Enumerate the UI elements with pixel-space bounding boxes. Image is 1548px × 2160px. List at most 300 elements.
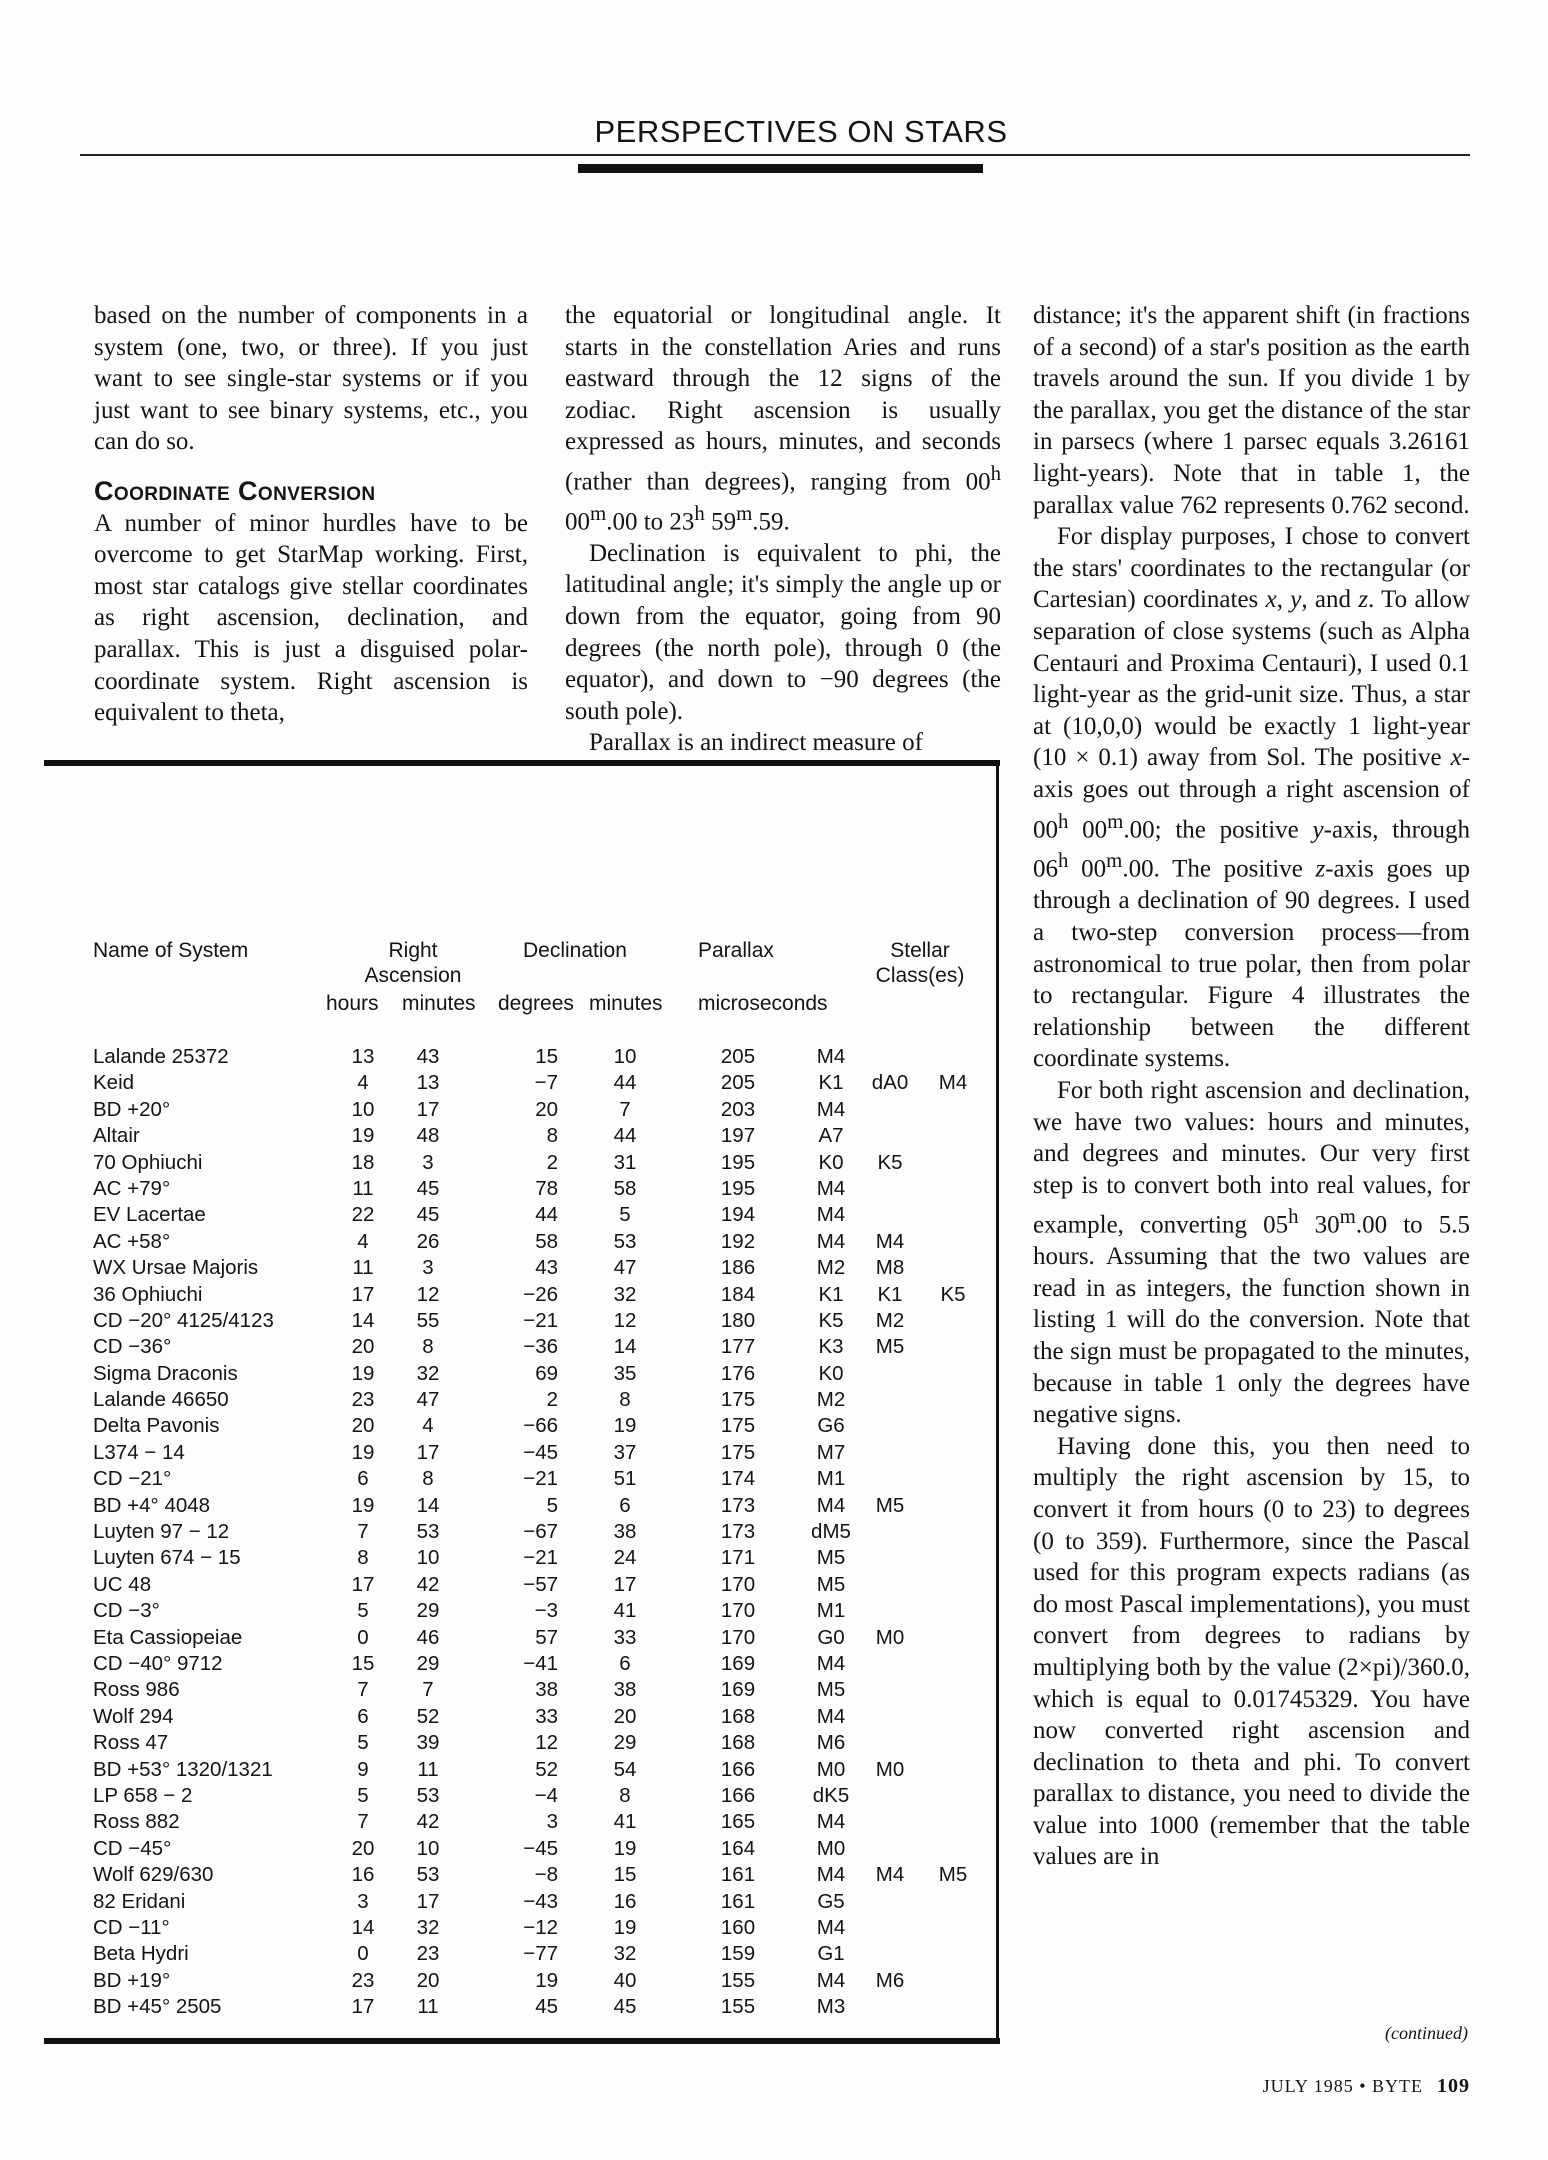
dec-degrees: 12 [535,1731,558,1755]
system-name: BD +19° [93,1968,171,1992]
table-row [0,1045,1000,1071]
parallax: 155 [720,1968,756,1992]
class-1: M0 [816,1836,846,1860]
ra-hours: 23 [351,1388,375,1412]
dec-degrees: −36 [523,1335,558,1359]
class-1: M4 [816,1493,846,1517]
parallax: 175 [720,1414,756,1438]
column-right [1033,300,1470,1873]
dec-degrees: −43 [523,1889,558,1913]
class-2: M4 [875,1863,905,1887]
table-row [0,1995,1000,2021]
table-row [0,1626,1000,1652]
dec-degrees: 19 [535,1968,558,1992]
class-1: M2 [816,1256,846,1280]
parallax: 171 [720,1546,756,1570]
ra-minutes: 52 [416,1704,440,1728]
subheader-minutes: minutes [402,992,476,1015]
parallax: 184 [720,1282,756,1306]
dec-minutes: 8 [619,1388,631,1412]
ra-hours: 20 [351,1836,375,1860]
ra-hours: 17 [351,1282,375,1306]
class-1: G0 [817,1625,845,1649]
paragraph: Having done this, you then need to multiply the right ascension by 15, to convert it from hours (0 to 23) to degrees (0 to 359). Furthermore, since the Pascal used for this program expects radians (as do most Pascal implementations), you must convert from degrees to radians by multiplying both by the value (2×pi)/360.0, which is equal to 0.01745329. You have now converted right ascension and declination to theta and phi. To convert parallax to distance, you need to divide the value into 1000 (remember that the table values are in [1033,1432,1470,1871]
ra-minutes: 13 [416,1071,440,1095]
table-row [0,1124,1000,1150]
system-name: Lalande 25372 [93,1045,229,1068]
dec-minutes: 58 [613,1176,637,1200]
table-row [0,1203,1000,1229]
system-name: Eta Cassiopeiae [93,1625,243,1649]
class-1: dK5 [812,1783,850,1807]
dec-degrees: −12 [523,1915,558,1939]
ra-hours: 20 [351,1335,375,1359]
system-name: Sigma Draconis [93,1361,238,1385]
class-1: M3 [816,1995,846,2019]
class-1: M5 [816,1572,846,1596]
ra-minutes: 53 [416,1520,440,1544]
ra-hours: 22 [351,1203,375,1227]
system-name: EV Lacertae [93,1203,206,1227]
ra-hours: 14 [351,1308,375,1332]
system-name: BD +53° 1320/1321 [93,1757,273,1781]
paragraph: For display purposes, I chose to convert the stars' coordinates to the rectangular (or Cartesian) coordinates x, y, and z. To allow separation of close systems (such as Alpha Centauri and Proxima Centauri), I used 0.1 light-year as the grid-unit size. Thus, a star at (10,0,0) would be exactly 1 light-year (10 × 0.1) away from Sol. The positive x-axis goes out through a right ascension of 00$^h$ 00$^m$.00; the positive y-axis, through 06$^h$ 00$^m$.00. The positive z-axis goes up through a declination of 90 degrees. I used a two-step conversion process—from astronomical to true polar, then from polar to rectangular. Figure 4 illustrates the relationship between the different coordinate systems. [1033,523,1471,1073]
class-1: G5 [817,1889,845,1913]
ra-minutes: 3 [422,1256,434,1280]
system-name: Delta Pavonis [93,1414,220,1438]
parallax: 175 [720,1388,756,1412]
dec-minutes: 53 [613,1229,637,1253]
header-stellar-class: Stellar Class(es) [875,939,965,987]
system-name: Luyten 674 − 15 [93,1546,241,1570]
dec-minutes: 16 [613,1889,637,1913]
parallax: 169 [720,1678,756,1702]
running-header: PERSPECTIVES ON STARS [594,114,1008,149]
ra-minutes: 11 [417,1757,439,1781]
table-row [0,1837,1000,1863]
dec-degrees: 2 [546,1150,558,1174]
system-name: Wolf 294 [93,1704,174,1728]
system-name: Wolf 629/630 [93,1863,214,1887]
dec-degrees: −45 [523,1440,558,1464]
dec-minutes: 45 [613,1995,637,2019]
class-1: M4 [816,1045,846,1068]
system-name: L374 − 14 [93,1440,185,1464]
ra-hours: 15 [351,1651,375,1675]
page-footer: JULY 1985 • BYTE 109 [1262,2075,1470,2097]
column-middle [565,300,1001,759]
dec-degrees: 43 [535,1256,558,1280]
parallax: 161 [720,1863,756,1887]
header-declination: Declination [523,939,627,962]
class-1: M4 [816,1229,846,1253]
dec-degrees: 69 [535,1361,558,1385]
ra-minutes: 39 [416,1731,440,1755]
parallax: 168 [720,1731,756,1755]
table-row [0,1546,1000,1572]
paragraph: Declination is equivalent to phi, the latitudinal angle; it's simply the angle up or down from the equator, going from 90 degrees (the north pole), through 0 (the equator), and down to −90 degrees (the south pole). [565,539,1001,725]
table-row [0,1335,1000,1361]
dec-degrees: 2 [546,1388,558,1412]
table-row [0,1256,1000,1282]
table-row [0,1362,1000,1388]
dec-degrees: 45 [535,1995,558,2019]
table-row [0,1678,1000,1704]
dec-minutes: 41 [613,1810,637,1834]
table-row [0,1151,1000,1177]
ra-hours: 0 [357,1625,369,1649]
dec-minutes: 44 [613,1071,637,1095]
system-name: Ross 882 [93,1810,180,1834]
ra-hours: 20 [351,1414,375,1438]
parallax: 173 [720,1493,756,1517]
dec-minutes: 19 [613,1836,637,1860]
parallax: 205 [720,1071,756,1095]
dec-degrees: −57 [523,1572,558,1596]
system-name: CD −11° [93,1915,170,1939]
dec-degrees: −4 [534,1783,558,1807]
ra-hours: 7 [357,1520,369,1544]
dec-degrees: 20 [535,1097,558,1121]
table-row [0,1283,1000,1309]
ra-hours: 18 [351,1150,375,1174]
ra-minutes: 46 [416,1625,440,1649]
system-name: Luyten 97 − 12 [93,1520,230,1544]
parallax: 195 [720,1150,756,1174]
table-row [0,1705,1000,1731]
parallax: 197 [720,1124,756,1148]
dec-degrees: 57 [535,1625,558,1649]
class-1: M4 [816,1863,846,1887]
ra-minutes: 8 [422,1467,434,1491]
dec-minutes: 6 [619,1493,631,1517]
class-2: K1 [877,1282,903,1306]
system-name: LP 658 − 2 [93,1783,193,1807]
table-bottom-rule [44,2038,1000,2044]
header-right-ascension: Right Ascension [364,939,462,987]
continued-note: (continued) [1385,2023,1468,2043]
table-row [0,1071,1000,1097]
parallax: 159 [720,1942,756,1966]
dec-minutes: 5 [619,1203,631,1227]
ra-hours: 4 [357,1229,369,1253]
table-row [0,1599,1000,1625]
dec-minutes: 44 [613,1124,637,1148]
ra-hours: 13 [351,1045,375,1068]
ra-minutes: 26 [416,1229,440,1253]
class-2: M8 [875,1256,905,1280]
header-bar [578,164,983,173]
system-name: CD −45° [93,1836,172,1860]
parallax: 166 [720,1783,756,1807]
table-row [0,1652,1000,1678]
class-1: M5 [816,1546,846,1570]
ra-hours: 7 [357,1810,369,1834]
parallax: 168 [720,1704,756,1728]
class-1: M5 [816,1678,846,1702]
parallax: 186 [720,1256,756,1280]
class-1: M1 [816,1599,846,1623]
table-row [0,1309,1000,1335]
class-1: M4 [816,1968,846,1992]
dec-degrees: 8 [546,1124,558,1148]
dec-minutes: 37 [613,1440,637,1464]
ra-hours: 7 [357,1678,369,1702]
parallax: 169 [720,1651,756,1675]
dec-minutes: 29 [613,1731,637,1755]
table-row [0,1573,1000,1599]
system-name: AC +58° [93,1229,171,1253]
system-name: CD −40° 9712 [93,1651,223,1675]
table-row [0,1520,1000,1546]
paragraph: A number of minor hurdles have to be overcome to get StarMap working. First, most star catalogs give stellar coordinates as right ascension, declination, and parallax. This is just a disguised polar-coordinate system. Right ascension is equivalent to theta, [94,509,528,727]
ra-hours: 6 [357,1467,369,1491]
subheader-degrees: degrees [498,992,574,1015]
table-row [0,1177,1000,1203]
parallax: 180 [720,1308,756,1332]
dec-minutes: 19 [613,1414,637,1438]
class-1: K0 [818,1150,844,1174]
ra-minutes: 4 [422,1414,434,1438]
dec-minutes: 20 [613,1704,637,1728]
ra-hours: 5 [357,1731,369,1755]
page-number: 109 [1437,2075,1470,2097]
ra-hours: 5 [357,1783,369,1807]
class-1: M4 [816,1203,846,1227]
dec-minutes: 24 [613,1546,637,1570]
dec-minutes: 47 [613,1256,637,1280]
dec-minutes: 40 [613,1968,637,1992]
system-name: BD +4° 4048 [93,1493,211,1517]
ra-minutes: 55 [416,1308,440,1332]
dec-degrees: −26 [523,1282,558,1306]
dec-minutes: 32 [613,1942,637,1966]
ra-hours: 6 [357,1704,369,1728]
table-row [0,1969,1000,1995]
class-2: M0 [875,1625,905,1649]
class-1: K1 [818,1071,844,1095]
system-name: CD −3° [93,1599,160,1623]
subheader-microseconds: microseconds [698,992,828,1015]
table-row [0,1494,1000,1520]
dec-degrees: 5 [546,1493,558,1517]
ra-hours: 14 [351,1915,375,1939]
table-row [0,1942,1000,1968]
class-2: M6 [875,1968,905,1992]
ra-hours: 8 [357,1546,369,1570]
dec-minutes: 41 [613,1599,637,1623]
ra-hours: 4 [357,1071,369,1095]
ra-minutes: 53 [416,1783,440,1807]
ra-minutes: 43 [416,1045,440,1068]
table-row [0,1916,1000,1942]
ra-minutes: 3 [422,1150,434,1174]
dec-minutes: 10 [613,1045,637,1068]
ra-minutes: 11 [417,1995,439,2019]
dec-minutes: 33 [613,1625,637,1649]
ra-hours: 3 [357,1889,369,1913]
parallax: 203 [720,1097,756,1121]
ra-minutes: 17 [416,1889,440,1913]
paragraph: the equatorial or longitudinal angle. It starts in the constellation Aries and runs eastward through the 12 signs of the zodiac. Right ascension is usually expressed as hours, minutes, and seconds (rather than degrees), ranging from 00$^h$ 00$^m$.00 to 23$^h$ 59$^m$.59. [565,302,1001,536]
table-row [0,1414,1000,1440]
system-name: AC +79° [93,1176,171,1200]
ra-minutes: 29 [416,1599,440,1623]
class-1: K3 [818,1335,844,1359]
class-3: K5 [940,1282,966,1306]
ra-minutes: 42 [416,1810,440,1834]
dec-degrees: 78 [535,1176,558,1200]
system-name: Beta Hydri [93,1942,189,1966]
ra-hours: 19 [351,1361,375,1385]
table-row [0,1098,1000,1124]
class-1: M4 [816,1915,846,1939]
paragraph: distance; it's the apparent shift (in fractions of a second) of a star's position as the earth travels around the sun. If you divide 1 by the parallax, you get the distance of the star in parsecs (where 1 parsec equals 3.26161 light-years). Note that in table 1, the parallax value 762 represents 0.762 second. [1033,302,1470,519]
paragraph: For both right ascension and declination, we have two values: hours and minutes, and degrees and minutes. Our very first step is to convert both into real values, for example, converting 05$^h$ 30$^m$.00 to 5.5 hours. Assuming that the two values are read in as integers, the function shown in listing 1 will do the conversion. Note that the sign must be propagated to the minutes, because in table 1 only the degrees have negative signs. [1033,1076,1471,1429]
paragraph: Parallax is an indirect measure of [589,729,923,757]
header-parallax: Parallax [698,939,774,962]
dec-minutes: 31 [613,1150,637,1174]
parallax: 177 [720,1335,756,1359]
dec-degrees: −45 [523,1836,558,1860]
class-1: M4 [816,1097,846,1121]
system-name: BD +20° [93,1097,171,1121]
system-name: 70 Ophiuchi [93,1150,203,1174]
subheader-dec-minutes: minutes [589,992,663,1015]
ra-hours: 19 [351,1493,375,1517]
parallax: 173 [720,1520,756,1544]
table-row [0,1758,1000,1784]
dec-minutes: 38 [613,1678,637,1702]
class-1: M4 [816,1176,846,1200]
parallax: 166 [720,1757,756,1781]
system-name: Ross 986 [93,1678,180,1702]
system-name: Lalande 46650 [93,1388,229,1412]
class-1: M4 [816,1651,846,1675]
parallax: 164 [720,1836,756,1860]
parallax: 170 [720,1599,756,1623]
ra-minutes: 10 [416,1836,440,1860]
class-1: G6 [817,1414,845,1438]
dec-degrees: 58 [535,1229,558,1253]
dec-degrees: −3 [534,1599,558,1623]
class-2: dA0 [871,1071,909,1095]
parallax: 165 [720,1810,756,1834]
dec-minutes: 7 [619,1097,631,1121]
system-name: CD −36° [93,1335,172,1359]
parallax: 174 [720,1467,756,1491]
ra-minutes: 32 [416,1915,440,1939]
dec-degrees: 15 [535,1045,558,1068]
ra-minutes: 17 [416,1097,440,1121]
system-name: UC 48 [93,1572,152,1596]
ra-hours: 10 [351,1097,375,1121]
dec-minutes: 17 [613,1572,637,1596]
class-1: M1 [816,1467,846,1491]
dec-degrees: −67 [523,1520,558,1544]
table-row [0,1230,1000,1256]
dec-degrees: −77 [523,1942,558,1966]
table-body [0,1045,1000,2021]
system-name: CD −20° 4125/4123 [93,1308,274,1332]
table-row [0,1890,1000,1916]
class-1: dM5 [811,1520,851,1544]
class-1: K1 [818,1282,844,1306]
ra-minutes: 17 [416,1440,440,1464]
ra-minutes: 14 [416,1493,440,1517]
ra-minutes: 32 [416,1361,440,1385]
ra-hours: 19 [351,1124,375,1148]
dec-minutes: 14 [613,1335,637,1359]
ra-minutes: 47 [416,1388,440,1412]
class-2: M5 [875,1335,905,1359]
system-name: WX Ursae Majoris [93,1256,259,1280]
class-1: M6 [816,1731,846,1755]
subheader-hours: hours [326,992,379,1015]
ra-hours: 17 [351,1995,375,2019]
dec-degrees: 44 [535,1203,558,1227]
dec-minutes: 32 [613,1282,637,1306]
ra-hours: 19 [351,1440,375,1464]
ra-hours: 16 [351,1863,375,1887]
ra-minutes: 45 [416,1176,440,1200]
parallax: 176 [720,1361,756,1385]
dec-degrees: −21 [523,1467,558,1491]
dec-minutes: 15 [613,1863,637,1887]
ra-minutes: 8 [422,1335,434,1359]
dec-minutes: 8 [619,1783,631,1807]
ra-hours: 0 [357,1942,369,1966]
class-2: M0 [875,1757,905,1781]
class-2: K5 [877,1150,903,1174]
ra-minutes: 23 [416,1942,440,1966]
system-name: Ross 47 [93,1731,169,1755]
parallax: 160 [720,1915,756,1939]
header-name: Name of System [93,939,249,962]
table-row [0,1784,1000,1810]
class-1: K5 [818,1308,844,1332]
section-heading: Coordinate Conversion [94,475,376,506]
ra-hours: 17 [351,1572,375,1596]
ra-minutes: 48 [416,1124,440,1148]
table-row [0,1441,1000,1467]
parallax: 170 [720,1625,756,1649]
dec-minutes: 12 [613,1308,637,1332]
table-row [0,1731,1000,1757]
ra-minutes: 53 [416,1863,440,1887]
table-row [0,1810,1000,1836]
ra-minutes: 7 [422,1678,434,1702]
dec-degrees: 33 [535,1704,558,1728]
system-name: 82 Eridani [93,1889,186,1913]
dec-degrees: −7 [534,1071,558,1095]
dec-degrees: 38 [535,1678,558,1702]
ra-hours: 11 [352,1256,374,1280]
ra-minutes: 45 [416,1203,440,1227]
parallax: 194 [720,1203,756,1227]
column-left [94,300,528,729]
table-row [0,1467,1000,1493]
ra-hours: 5 [357,1599,369,1623]
parallax: 155 [720,1995,756,2019]
class-2: M4 [875,1229,905,1253]
dec-degrees: −66 [523,1414,558,1438]
parallax: 205 [720,1045,756,1068]
dec-degrees: −21 [523,1546,558,1570]
dec-minutes: 35 [613,1361,637,1385]
parallax: 175 [720,1440,756,1464]
dec-minutes: 38 [613,1520,637,1544]
